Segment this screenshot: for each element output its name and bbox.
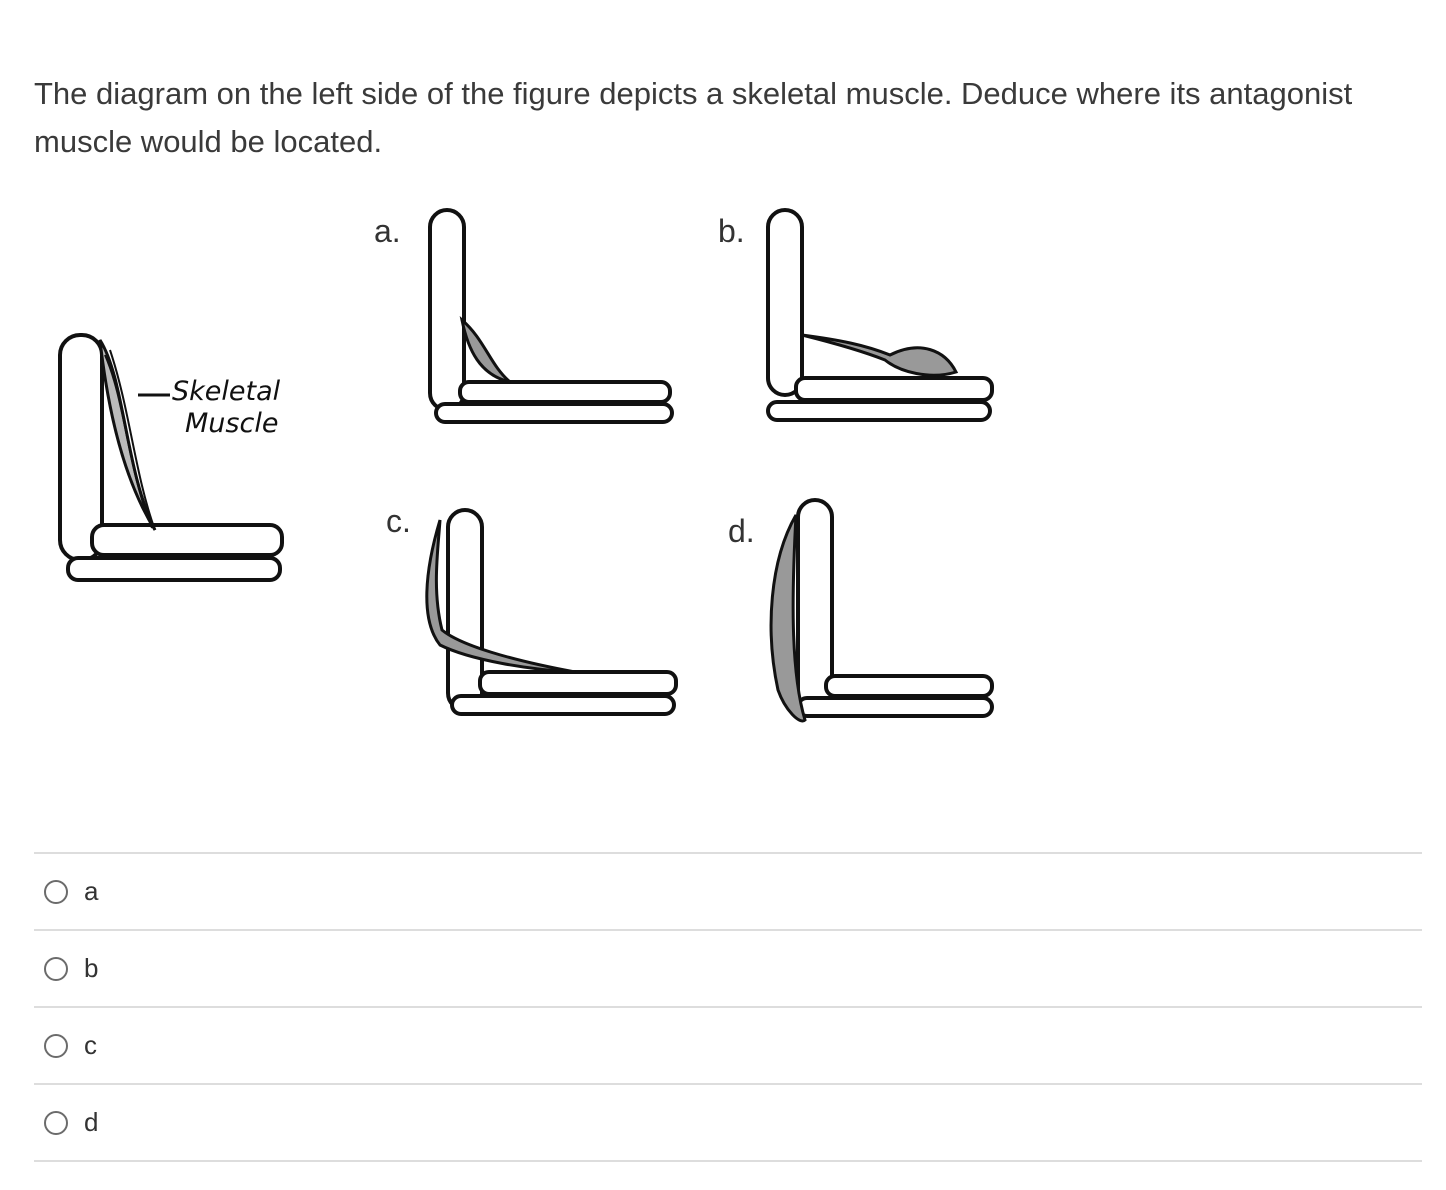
answer-option-d[interactable] bbox=[34, 1083, 1422, 1162]
muscle-figure bbox=[30, 190, 1030, 750]
answer-option-a[interactable] bbox=[34, 852, 1422, 929]
panel-a-label: a. bbox=[374, 213, 401, 249]
panel-b-muscle bbox=[802, 335, 956, 375]
panel-c-label: c. bbox=[386, 503, 411, 539]
panel-d-label: d. bbox=[728, 513, 755, 549]
muscle-diagram bbox=[30, 190, 1030, 750]
skeletal-label: Skeletal bbox=[172, 376, 281, 407]
radio-button-c[interactable] bbox=[44, 1034, 68, 1058]
main-limb bbox=[60, 335, 282, 580]
answer-options bbox=[34, 852, 1422, 1162]
panel-d bbox=[728, 500, 992, 721]
panel-b-label: b. bbox=[718, 213, 745, 249]
radio-button-b[interactable] bbox=[44, 957, 68, 981]
answer-option-c[interactable] bbox=[34, 1006, 1422, 1083]
panel-b bbox=[718, 210, 992, 420]
panel-c bbox=[386, 503, 676, 714]
answer-label-d: d bbox=[84, 1107, 99, 1137]
answer-label-b: b bbox=[84, 953, 99, 983]
answer-label-c: c bbox=[84, 1030, 97, 1060]
panel-a bbox=[374, 210, 672, 422]
radio-button-a[interactable] bbox=[44, 880, 68, 904]
answer-option-b[interactable] bbox=[34, 929, 1422, 1006]
muscle-label: Muscle bbox=[185, 408, 279, 439]
panel-a-muscle bbox=[462, 320, 510, 382]
radio-button-d[interactable] bbox=[44, 1111, 68, 1135]
answer-label-a: a bbox=[84, 876, 99, 906]
question-text: The diagram on the left side of the figure depicts a skeletal muscle. Deduce where its antagonist muscle would be located. bbox=[34, 76, 1353, 159]
